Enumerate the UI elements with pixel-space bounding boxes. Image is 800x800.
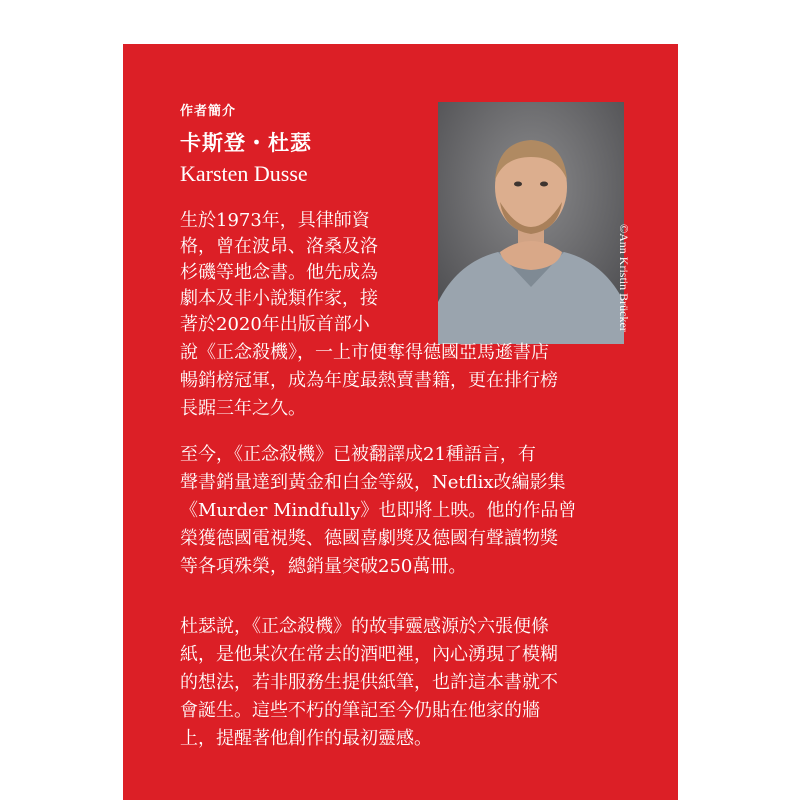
- author-name-chinese: 卡斯登・杜瑟: [180, 131, 312, 155]
- author-name-english: Karsten Dusse: [180, 161, 308, 186]
- body-line: 長踞三年之久。: [180, 398, 306, 419]
- body-line: 暢銷榜冠軍，成為年度最熱賣書籍，更在排行榜: [180, 370, 558, 391]
- body-line: 格，曾在波昂、洛桑及洛: [180, 236, 378, 257]
- author-portrait-image: [438, 102, 624, 344]
- body-line: 紙，是他某次在常去的酒吧裡，內心湧現了模糊: [180, 644, 558, 665]
- body-line: 榮獲德國電視獎、德國喜劇獎及德國有聲讀物獎: [180, 528, 558, 549]
- body-line: 生於1973年，具律師資: [180, 210, 370, 231]
- body-line: 說《正念殺機》，一上市便奪得德國亞馬遜書店: [180, 342, 549, 363]
- red-panel: [123, 44, 678, 800]
- body-line: 《Murder Mindfully》也即將上映。他的作品曾: [180, 500, 577, 521]
- body-line: 杜瑟說，《正念殺機》的故事靈感源於六張便條: [180, 616, 549, 637]
- body-line: 杉磯等地念書。他先成為: [180, 262, 378, 283]
- body-line: 上，提醒著他創作的最初靈感。: [180, 728, 432, 749]
- section-label: 作者簡介: [180, 104, 237, 119]
- author-photo: [438, 102, 624, 344]
- body-line: 聲書銷量達到黃金和白金等級，Netflix改編影集: [180, 472, 566, 493]
- body-line: 著於2020年出版首部小: [180, 314, 370, 335]
- body-line: 劇本及非小說類作家，接: [180, 288, 378, 309]
- body-line: 等各項殊榮，總銷量突破250萬冊。: [180, 556, 467, 577]
- photo-credit: ©Ann Kristin Brücker: [617, 224, 631, 332]
- body-line: 至今，《正念殺機》已被翻譯成21種語言，有: [180, 444, 536, 465]
- body-line: 會誕生。這些不朽的筆記至今仍貼在他家的牆: [180, 700, 540, 721]
- body-line: 的想法，若非服務生提供紙筆，也許這本書就不: [180, 672, 558, 693]
